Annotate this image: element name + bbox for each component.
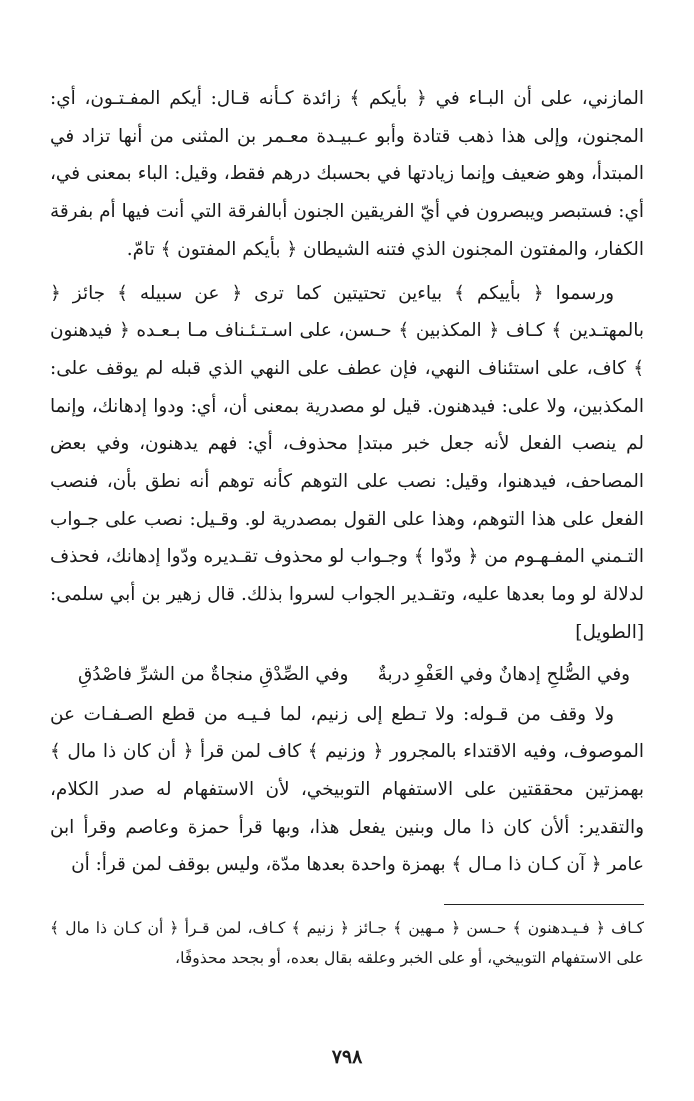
verse-second-hemistich: وفي الصِّدْقِ منجاةٌ من الشرِّ فاصْدُقِ — [78, 663, 349, 685]
poetry-verse — [78, 656, 630, 694]
page-number: ٧٩٨ — [331, 1046, 363, 1068]
book-page — [50, 80, 644, 1101]
paragraph-1: المازني، على أن البـاء في ﴿ بأيكم ﴾ زائدة كـأنه قـال: أيكم المفـتـون، أي: المجنون، وإلى هذا ذهب قتادة وأبو عـبيـدة معـمر بن المثنى من أنها تزاد في المبتدأ، وهو ضعيف وإنما زيادتها في بحسبك درهم فقط، وقيل: الباء بمعنى في، أي: فستبصر ويبصرون في أيّ الفريقين الجنون أبالفرقة التي أنت فيها أم بفرقة الكفار، والمفتون المجنون الذي فتنه الشيطان ﴿ بأيكم المفتون ﴾ تامّ. — [50, 88, 644, 260]
verse-first-hemistich: وفي الصُّلحِ إدهانٌ وفي العَفْوِ دربةٌ — [377, 663, 630, 685]
footnote-divider — [444, 904, 644, 905]
paragraph-2: ورسموا ﴿ بأييكم ﴾ بياءين تحتيتين كما ترى ﴿ عن سبيله ﴾ جائز ﴿ بالمهتـدين ﴾ كـاف ﴿ المكذبين ﴾ حـسن، على اسـتـئـناف مـا بـعـده ﴿ فيدهنون ﴾ كاف، على استئناف النهي، فإن عطف على النهي الذي قبله لم يوقف على: المكذبين، ولا على: فيدهنون. قيل لو مصدرية بمعنى أن، أي: ودوا إدهانك، وإنما لم ينصب الفعل لأنه جعل خبر مبتدإ محذوف، أي: فهم يدهنون، وفي بعض المصاحف، فيدهنوا، وقيل: نصب على التوهم كأنه توهم أنه نطق بأن، فنصب الفعل على هذا التوهم، وهذا على القول بمصدرية لو. وقـيل: نصب على جـواب التـمني المفـهـوم من ﴿ ودّوا ﴾ وجـواب لو محذوف تقـديره ودّوا إدهانك، فحذف لدلالة لو وما بعدها عليه، وتقـدير الجواب لسروا بذلك. قال زهير بن أبي سلمى: [الطويل] — [50, 282, 644, 643]
paragraph-3: ولا وقف من قـوله: ولا تـطع إلى زنيم، لما فـيـه من قطع الصـفـات عن الموصوف، وفيه الاقتداء بالمجرور ﴿ وزنيم ﴾ كاف لمن قرأ ﴿ أن كان ذا مال ﴾ بهمزتين محققتين على الاستفهام التوبيخي، لأن الاستفهام له صدر الكلام، والتقدير: ألأن كان ذا مال وبنين يفعل هذا، وبها قرأ حمزة وعاصم وقرأ ابن عامر ﴿ آن كـان ذا مـال ﴾ بهمزة واحدة بعدها مدّة، وليس بوقف لمن قرأ: أن — [50, 703, 644, 876]
footnote: كـاف ﴿ فـيـدهنون ﴾ حـسن ﴿ مـهين ﴾ جـائز ﴿ زنيم ﴾ كـاف، لمن قـرأ ﴿ أن كـان ذا مال ﴾ على الاستفهام التوبيخي، أو على الخبر وعلقه بقال بعده، أو بجحد محذوفًا، — [50, 919, 644, 968]
